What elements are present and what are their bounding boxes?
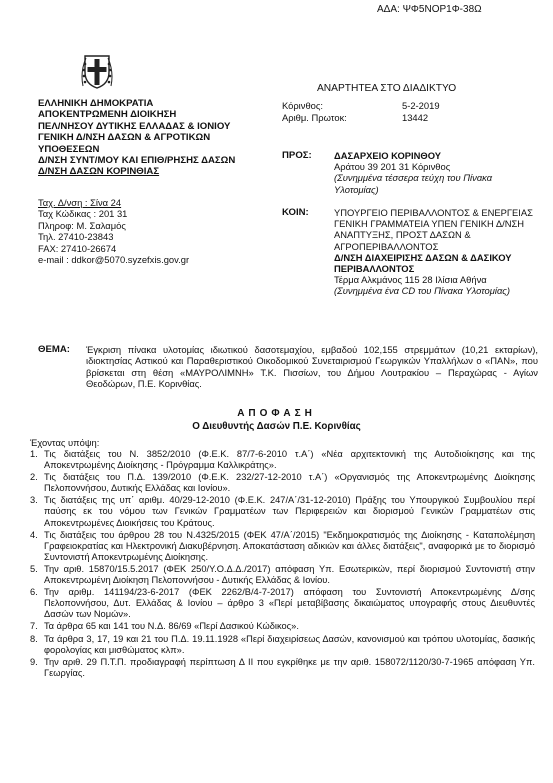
- issuer-block: [38, 98, 283, 178]
- item-text: Την αριθ. 15870/15.5.2017 (ΦΕΚ 250/Υ.Ο.Δ.Δ./2017) απόφαση Υπ. Εσωτερικών, περί διορισμού Συντονιστή στην Αποκεντρωμένη Διοίκηση Πελοποννήσου - Δυτικής Ελλάδας & Ιονίου.: [44, 563, 535, 586]
- item-number: 2.: [30, 472, 38, 483]
- subject-text: Έγκριση πίνακα υλοτομίας ιδιωτικού δασοτεμαχίου, εμβαδού 102,155 στρεμμάτων (10,21 εκταρίων), ιδιοκτησίας Αστικού και Παραθεριστικού Οικοδομικού Συνεταιρισμού Γεωργικών Υπαλλήλων ο «ΠΑΝ», που βρίσκεται στη θέση «ΜΑΥΡΟΛΙΜΝΗ» Τ.Κ. Πισσίων, του Δήμου Λουτρακίου – Περαχώρας - Αγίων Θεοδώρων, Π.Ε. Κορινθίας.: [86, 344, 538, 389]
- issuer-line: Δ/ΝΣΗ ΔΑΣΩΝ ΚΟΡΙΝΘΙΑΣ: [38, 166, 160, 178]
- item-text: Τα άρθρα 65 και 141 του Ν.Δ. 86/69 «Περί Δασικού Κώδικος».: [44, 621, 299, 632]
- item-text: Τις διατάξεις του άρθρου 28 του Ν.4325/2015 (ΦΕΚ 47/Α΄/2015) "Εκδημοκρατισμός της Διοίκησης - Καταπολέμηση Γραφειοκρατίας και Ηλεκτρονική Διακυβέρνηση. Αποκατάσταση αδικιών και άλλες διατάξεις", αναφορικά με το διορισμό Συντονιστή Αποκεντρωμένης Διοίκησης.: [44, 529, 535, 562]
- doc-meta: [282, 100, 440, 123]
- contact-block: [38, 197, 189, 265]
- item-number: 5.: [30, 563, 38, 574]
- list-item: [30, 634, 535, 656]
- contact-phone: Τηλ. 27410-23843: [38, 231, 114, 243]
- recipient-name: ΔΑΣΑΡΧΕΙΟ ΚΟΡΙΝΘΟΥ: [334, 150, 442, 161]
- item-text: Την αριθμ. 141194/23-6-2017 (ΦΕΚ 2262/Β/4-7-2017) απόφαση του Συντονιστή Αποκεντρωμένης Δ/σης Πελοποννήσου, Δυτ. Ελλάδας & Ιονίου – άρθρο 3 «Περί μεταβίβασης δικαιώματος υπογραφής στους Διευθυντές Δασών των Νομών».: [44, 587, 535, 620]
- recipient-label: ΠΡΟΣ:: [282, 150, 312, 161]
- protocol-label: Αριθμ. Πρωτοκ:: [282, 111, 347, 123]
- protocol-number: 13442: [402, 111, 429, 123]
- item-number: 9.: [30, 656, 38, 667]
- cc-dept: Δ/ΝΣΗ ΔΙΑΧΕΙΡΙΣΗΣ ΔΑΣΩΝ & ΔΑΣΙΚΟΥ ΠΕΡΙΒΑΛΛΟΝΤΟΣ: [334, 251, 512, 275]
- decision-title: ΑΠΟΦΑΣΗ: [237, 408, 316, 419]
- cc-note: (Συνημμένα ένα CD του Πίνακα Υλοτομίας): [334, 285, 510, 297]
- item-number: 4.: [30, 529, 38, 540]
- contact-address: Ταχ. Δ/νση : Σίνα 24: [38, 197, 122, 208]
- doc-date: 5-2-2019: [402, 100, 440, 111]
- cc-org: ΥΠΟΥΡΓΕΙΟ ΠΕΡΙΒΑΛΛΟΝΤΟΣ & ΕΝΕΡΓΕΙΑΣ ΓΕΝΙΚΗ ΓΡΑΜΜΑΤΕΙΑ ΥΠΕΝ ΓΕΝΙΚΗ Δ/ΝΣΗ ΑΝΑΠΤΥΞΗΣ, ΠΡΟΣΤ ΔΑΣΩΝ & ΑΓΡΟΠΕΡΙΒΑΛΛΟΝΤΟΣ: [334, 207, 533, 252]
- contact-info: Πληροφ: Μ. Σαλαμός: [38, 219, 126, 231]
- decision-signer: Ο Διευθυντής Δασών Π.Ε. Κορινθίας: [192, 421, 361, 432]
- item-number: 1.: [30, 449, 38, 459]
- list-item: [30, 621, 535, 632]
- contact-postal: Ταχ Κώδικας : 201 31: [38, 208, 128, 220]
- considerations-intro: Έχοντας υπόψη:: [30, 437, 100, 448]
- greek-coat-of-arms-icon: [81, 52, 113, 90]
- item-number: 7.: [30, 621, 38, 632]
- contact-fax: FAX: 27410-26674: [38, 242, 117, 254]
- recipient-address: Αράτου 39 201 31 Κόρινθος: [334, 161, 451, 173]
- list-item: [30, 449, 535, 471]
- issuer-line: ΥΠΟΘΕΣΕΩΝ: [38, 143, 100, 155]
- list-item: [30, 530, 535, 563]
- item-text: Τις διατάξεις του Ν. 3852/2010 (Φ.Ε.Κ. 87/7-6-2010 τ.Α΄) «Νέα αρχιτεκτονική της Αυτοδιοίκησης και της Αποκεντρωμένης Διοίκησης - Πρόγραμμα Καλλικράτης».: [44, 449, 535, 471]
- list-item: [30, 587, 535, 620]
- item-number: 3.: [30, 495, 38, 506]
- considerations-list: [30, 449, 535, 680]
- cc-address: Τέρμα Αλκμάνος 115 28 Ιλίσια Αθήνα: [334, 274, 487, 286]
- publish-note: ΑΝΑΡΤΗΤΕΑ ΣΤΟ ΔΙΑΔΙΚΤΥΟ: [317, 83, 457, 94]
- issuer-line: ΕΛΛΗΝΙΚΗ ΔΗΜΟΚΡΑΤΙΑ: [38, 98, 154, 109]
- list-item: [30, 495, 535, 528]
- recipient-block: [334, 150, 534, 195]
- item-text: Τις διατάξεις του Π.Δ. 139/2010 (Φ.Ε.Κ. 232/27-12-2010 τ.Α΄) «Οργανισμός της Αποκεντρωμένης Διοίκησης Πελοποννήσου, Δυτικής Ελλάδας και Ιονίου».: [44, 472, 535, 494]
- subject-label: ΘΕΜΑ:: [38, 344, 70, 355]
- ada-code: ΑΔΑ: ΨΦ5ΝΟΡ1Φ-38Ω: [377, 4, 482, 15]
- item-text: Τα άρθρα 3, 17, 19 και 21 του Π.Δ. 19.11.1928 «Περί διαχειρίσεως Δασών, κανονισμού και τρόπου υλοτομίας, δασικής φορολογίας και μισθώματος κλπ».: [44, 633, 535, 655]
- cc-label: ΚΟΙΝ:: [282, 207, 309, 218]
- item-text: Την αριθ. 29 Π.Τ.Π. προδιαγραφή περίπτωση Δ ΙΙ που εγκρίθηκε με την αριθ. 158072/1120/30-7-1965 απόφαση Υπ. Γεωργίας.: [44, 656, 535, 678]
- issuer-line: Δ/ΝΣΗ ΣΥΝΤ/ΜΟΥ ΚΑΙ ΕΠΙΘ/ΡΗΣΗΣ ΔΑΣΩΝ: [38, 155, 236, 167]
- contact-email[interactable]: e-mail : ddkor@5070.syzefxis.gov.gr: [38, 254, 190, 266]
- cc-block: [334, 207, 534, 297]
- issuer-line: ΠΕΛ/ΝΗΣΟΥ ΔΥΤΙΚΗΣ ΕΛΛΑΔΑΣ & ΙΟΝΙΟΥ: [38, 120, 231, 132]
- item-number: 8.: [30, 633, 38, 644]
- issuer-line: ΑΠΟΚΕΝΤΡΩΜΕΝΗ ΔΙΟΙΚΗΣΗ: [38, 109, 177, 121]
- item-number: 6.: [30, 587, 38, 598]
- list-item: [30, 472, 535, 494]
- place-label: Κόρινθος:: [282, 100, 324, 111]
- list-item: [30, 657, 535, 679]
- item-text: Τις διατάξεις της υπ΄ αριθμ. 40/29-12-2010 (Φ.Ε.Κ. 247/Α΄/31-12-2010) Πράξης του Υπουργικού Συμβουλίου περί παύσης εκ του νόμου των Γενικών Γραμματέων των Περιφερειών και διορισμού Γενικών Γραμματέων στις Αποκεντρωμένες Διοικήσεις του Κράτους.: [44, 495, 535, 528]
- issuer-line: ΓΕΝΙΚΗ Δ/ΝΣΗ ΔΑΣΩΝ & ΑΓΡΟΤΙΚΩΝ: [38, 132, 211, 144]
- recipient-note: (Συνημμένα τέσσερα τεύχη του Πίνακα Υλοτομίας): [334, 172, 493, 195]
- list-item: [30, 564, 535, 586]
